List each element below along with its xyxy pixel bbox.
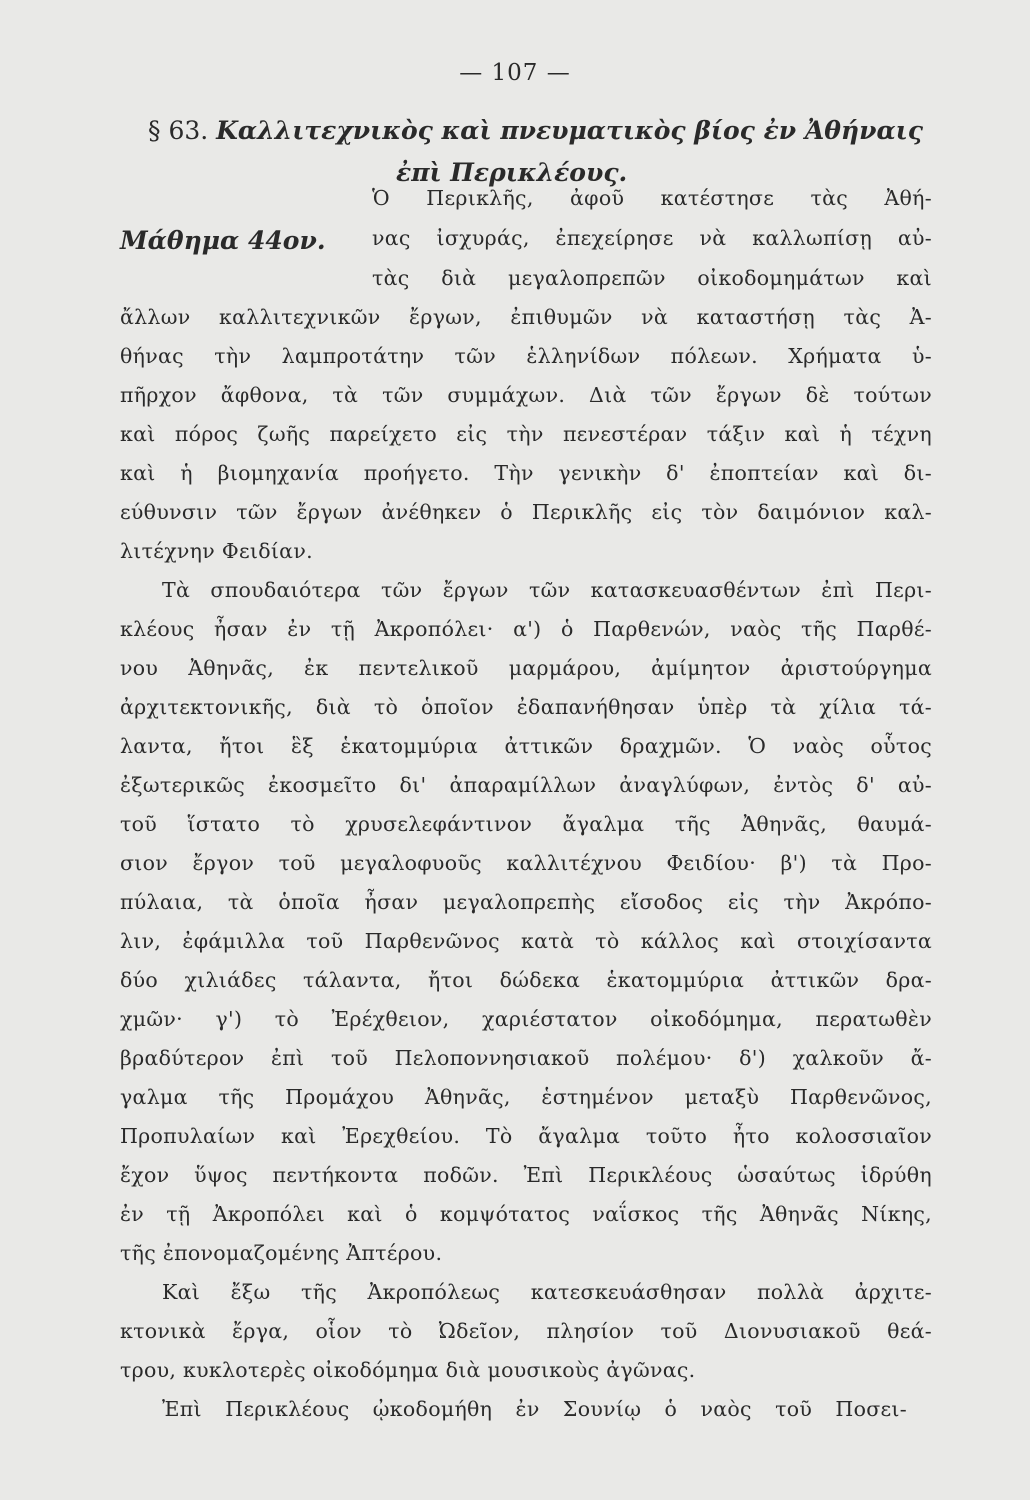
text-line: Ὁ Περικλῆς, ἀφοῦ κατέστησε τὰς Ἀθή- [372,186,932,210]
text-line: θήνας τὴν λαμπροτάτην τῶν ἑλληνίδων πόλεων. Χρήματα ὑ- [120,344,932,368]
text-line: τῆς ἐπονομαζομένης Ἀπτέρου. [120,1241,443,1265]
text-line: τοῦ ἵστατο τὸ χρυσελεφάντινον ἄγαλμα τῆς Ἀθηνᾶς, θαυμά- [120,812,932,836]
text-line: κλέους ἦσαν ἐν τῇ Ἀκροπόλει· α') ὁ Παρθενών, ναὸς τῆς Παρθέ- [120,617,932,641]
text-line: καὶ πόρος ζωῆς παρείχετο εἰς τὴν πενεστέραν τάξιν καὶ ἡ τέχνη [120,422,932,446]
text-line: τρου, κυκλοτερὲς οἰκοδόμημα διὰ μουσικοὺς ἀγῶνας. [120,1358,696,1382]
section-title-line2: ἐπὶ Περικλέους. [396,158,628,187]
text-line: νας ἰσχυράς, ἐπεχείρησε νὰ καλλωπίσῃ αὐ- [372,226,932,250]
page-number: — 107 — [459,60,571,86]
section-heading [148,110,948,194]
text-line: Ἐπὶ Περικλέους ᾠκοδομήθη ἐν Σουνίῳ ὁ ναὸς τοῦ Ποσει- [162,1397,907,1421]
text-line: τὰς διὰ μεγαλοπρεπῶν οἰκοδομημάτων καὶ [372,266,932,290]
text-line: λιν, ἐφάμιλλα τοῦ Παρθενῶνος κατὰ τὸ κάλλος καὶ στοιχίσαντα [120,929,932,953]
text-line: λαντα, ἤτοι ἓξ ἑκατομμύρια ἀττικῶν δραχμῶν. Ὁ ναὸς οὗτος [120,734,932,758]
text-line: γαλμα τῆς Προμάχου Ἀθηνᾶς, ἑστημένον μεταξὺ Παρθενῶνος, [120,1085,932,1109]
text-line: ἐν τῇ Ἀκροπόλει καὶ ὁ κομψότατος ναΐσκος τῆς Ἀθηνᾶς Νίκης, [120,1202,932,1226]
text-line: δύο χιλιάδες τάλαντα, ἤτοι δώδεκα ἑκατομμύρια ἀττικῶν δρα- [120,968,932,992]
text-line: ἔχον ὕψος πεντήκοντα ποδῶν. Ἐπὶ Περικλέους ὡσαύτως ἱδρύθη [120,1163,932,1187]
text-line: ἀρχιτεκτονικῆς, διὰ τὸ ὁποῖον ἐδαπανήθησαν ὑπὲρ τὰ χίλια τά- [120,695,932,719]
text-line: Προπυλαίων καὶ Ἐρεχθείου. Τὸ ἄγαλμα τοῦτο ἦτο κολοσσιαῖον [120,1124,932,1148]
text-line: κτονικὰ ἔργα, οἷον τὸ Ὠδεῖον, πλησίον τοῦ Διονυσιακοῦ θεά- [120,1319,932,1343]
text-line: εύθυνσιν τῶν ἔργων ἀνέθηκεν ὁ Περικλῆς εἰς τὸν δαιμόνιον καλ- [120,500,932,524]
text-line: πύλαια, τὰ ὁποῖα ἦσαν μεγαλοπρεπὴς εἴσοδος εἰς τὴν Ἀκρόπο- [120,890,932,914]
text-line: ἄλλων καλλιτεχνικῶν ἔργων, ἐπιθυμῶν νὰ καταστήσῃ τὰς Ἀ- [120,305,932,329]
text-line: Τὰ σπουδαιότερα τῶν ἔργων τῶν κατασκευασθέντων ἐπὶ Περι- [162,578,932,602]
text-line: καὶ ἡ βιομηχανία προήγετο. Τὴν γενικὴν δ' ἐποπτείαν καὶ δι- [120,461,932,485]
text-line: χμῶν· γ') τὸ Ἐρέχθειον, χαριέστατον οἰκοδόμημα, περατωθὲν [120,1007,932,1031]
text-line: ἐξωτερικῶς ἐκοσμεῖτο δι' ἀπαραμίλλων ἀναγλύφων, ἐντὸς δ' αὐ- [120,773,932,797]
section-number: § 63. [148,116,209,145]
text-line: πῆρχον ἄφθονα, τὰ τῶν συμμάχων. Διὰ τῶν ἔργων δὲ τούτων [120,383,932,407]
text-line: σιον ἔργον τοῦ μεγαλοφυοῦς καλλιτέχνου Φειδίου· β') τὰ Προ- [120,851,932,875]
section-title-line1: Καλλιτεχνικὸς καὶ πνευματικὸς βίος ἐν Ἀθήναις [216,116,923,145]
text-line: Καὶ ἔξω τῆς Ἀκροπόλεως κατεσκευάσθησαν πολλὰ ἀρχιτε- [162,1280,932,1304]
text-line: λιτέχνην Φειδίαν. [120,539,313,563]
lesson-margin-note: Μάθημα 44ον. [120,226,326,255]
text-line: βραδύτερον ἐπὶ τοῦ Πελοποννησιακοῦ πολέμου· δ') χαλκοῦν ἄ- [120,1046,932,1070]
text-line: νου Ἀθηνᾶς, ἐκ πεντελικοῦ μαρμάρου, ἀμίμητον ἀριστούργημα [120,656,932,680]
